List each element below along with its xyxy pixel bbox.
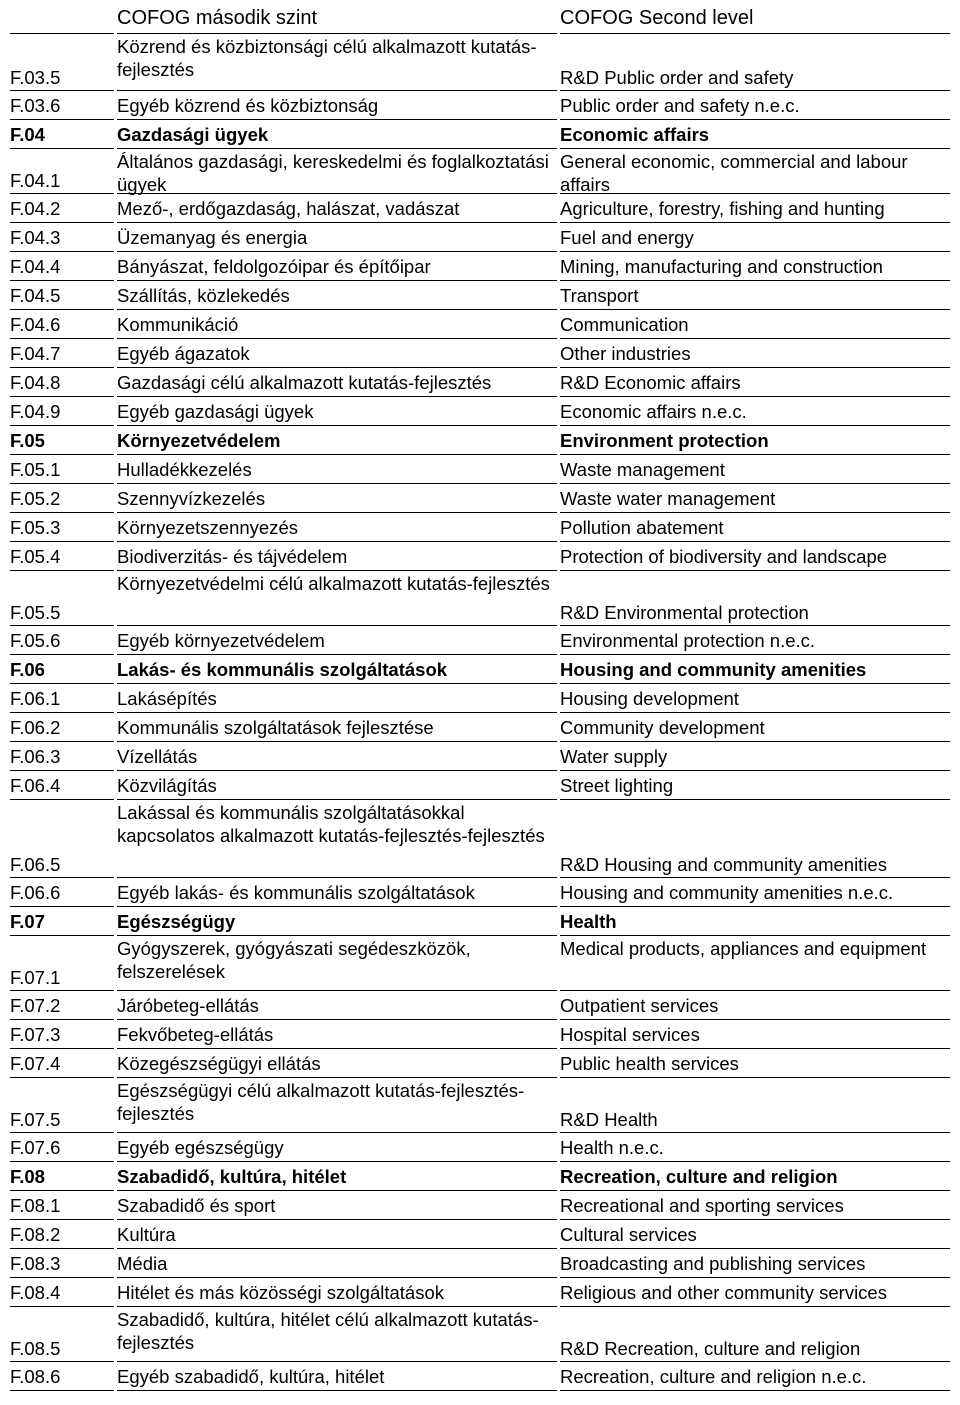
table-row bbox=[6, 878, 950, 907]
table-row bbox=[6, 339, 950, 368]
table-row bbox=[6, 1362, 950, 1391]
row-code: F.04 bbox=[10, 120, 114, 149]
header-english: COFOG Second level bbox=[560, 4, 950, 34]
row-hungarian-name: Lakásépítés bbox=[117, 684, 557, 713]
row-hungarian-name: Egyéb környezetvédelem bbox=[117, 626, 557, 655]
table-row bbox=[6, 571, 950, 626]
row-code: F.08.4 bbox=[10, 1278, 114, 1307]
table-row bbox=[6, 1078, 950, 1133]
row-english-name: Housing and community amenities bbox=[560, 655, 950, 684]
table-row bbox=[6, 455, 950, 484]
row-code: F.08.3 bbox=[10, 1249, 114, 1278]
row-code: F.08.5 bbox=[10, 1307, 114, 1362]
row-english-name: General economic, commercial and labour affairs bbox=[560, 149, 950, 194]
row-hungarian-name: Egyéb közrend és közbiztonság bbox=[117, 91, 557, 120]
row-code: F.05.5 bbox=[10, 571, 114, 626]
row-hungarian-name: Szállítás, közlekedés bbox=[117, 281, 557, 310]
row-code: F.07.4 bbox=[10, 1049, 114, 1078]
row-hungarian-name: Szennyvízkezelés bbox=[117, 484, 557, 513]
row-english-name: Outpatient services bbox=[560, 991, 950, 1020]
row-code: F.05.6 bbox=[10, 626, 114, 655]
row-english-name: Health n.e.c. bbox=[560, 1133, 950, 1162]
row-english-name: Cultural services bbox=[560, 1220, 950, 1249]
table-row bbox=[6, 397, 950, 426]
row-english-name: Communication bbox=[560, 310, 950, 339]
row-code: F.06.4 bbox=[10, 771, 114, 800]
row-code: F.06.3 bbox=[10, 742, 114, 771]
table-row bbox=[6, 1220, 950, 1249]
row-hungarian-name: Egészségügy bbox=[117, 907, 557, 936]
row-code: F.03.6 bbox=[10, 91, 114, 120]
row-hungarian-name: Bányászat, feldolgozóipar és építőipar bbox=[117, 252, 557, 281]
row-hungarian-name: Gyógyszerek, gyógyászati segédeszközök, felszerelések bbox=[117, 936, 557, 991]
row-english-name: R&D Housing and community amenities bbox=[560, 800, 950, 878]
table-row bbox=[6, 281, 950, 310]
table-row bbox=[6, 907, 950, 936]
table-row bbox=[6, 149, 950, 194]
row-english-name: Environment protection bbox=[560, 426, 950, 455]
row-hungarian-name: Egészségügyi célú alkalmazott kutatás-fejlesztés-fejlesztés bbox=[117, 1078, 557, 1133]
row-hungarian-name: Kommunális szolgáltatások fejlesztése bbox=[117, 713, 557, 742]
table-row bbox=[6, 368, 950, 397]
row-english-name: Community development bbox=[560, 713, 950, 742]
row-english-name: Street lighting bbox=[560, 771, 950, 800]
row-code: F.07.2 bbox=[10, 991, 114, 1020]
row-code: F.04.4 bbox=[10, 252, 114, 281]
table-row bbox=[6, 771, 950, 800]
row-code: F.06.1 bbox=[10, 684, 114, 713]
row-hungarian-name: Biodiverzitás- és tájvédelem bbox=[117, 542, 557, 571]
table-row bbox=[6, 1278, 950, 1307]
row-code: F.05.3 bbox=[10, 513, 114, 542]
row-hungarian-name: Környezetvédelmi célú alkalmazott kutatás-fejlesztés bbox=[117, 571, 557, 626]
row-english-name: Broadcasting and publishing services bbox=[560, 1249, 950, 1278]
table-row bbox=[6, 542, 950, 571]
table-row bbox=[6, 194, 950, 223]
row-code: F.07.5 bbox=[10, 1078, 114, 1133]
table-row bbox=[6, 34, 950, 91]
row-hungarian-name: Közrend és közbiztonsági célú alkalmazott kutatás-fejlesztés bbox=[117, 34, 557, 91]
row-english-name: Hospital services bbox=[560, 1020, 950, 1049]
row-english-name: R&D Public order and safety bbox=[560, 34, 950, 91]
row-english-name: R&D Economic affairs bbox=[560, 368, 950, 397]
row-hungarian-name: Szabadidő és sport bbox=[117, 1191, 557, 1220]
table-row bbox=[6, 223, 950, 252]
row-hungarian-name: Kommunikáció bbox=[117, 310, 557, 339]
row-code: F.05.4 bbox=[10, 542, 114, 571]
table-row bbox=[6, 310, 950, 339]
row-hungarian-name: Hulladékkezelés bbox=[117, 455, 557, 484]
table-row bbox=[6, 1020, 950, 1049]
row-english-name: Transport bbox=[560, 281, 950, 310]
row-english-name: Housing development bbox=[560, 684, 950, 713]
row-english-name: R&D Health bbox=[560, 1078, 950, 1133]
row-english-name: Protection of biodiversity and landscape bbox=[560, 542, 950, 571]
table-row bbox=[6, 484, 950, 513]
header-code bbox=[10, 4, 114, 34]
row-code: F.05.1 bbox=[10, 455, 114, 484]
row-hungarian-name: Fekvőbeteg-ellátás bbox=[117, 1020, 557, 1049]
row-hungarian-name: Üzemanyag és energia bbox=[117, 223, 557, 252]
row-hungarian-name: Környezetszennyezés bbox=[117, 513, 557, 542]
table-row bbox=[6, 426, 950, 455]
row-hungarian-name: Közegészségügyi ellátás bbox=[117, 1049, 557, 1078]
table-row bbox=[6, 513, 950, 542]
row-code: F.06.6 bbox=[10, 878, 114, 907]
table-row bbox=[6, 655, 950, 684]
table-row bbox=[6, 1249, 950, 1278]
row-english-name: Housing and community amenities n.e.c. bbox=[560, 878, 950, 907]
row-english-name: Waste water management bbox=[560, 484, 950, 513]
row-english-name: Economic affairs n.e.c. bbox=[560, 397, 950, 426]
row-hungarian-name: Gazdasági célú alkalmazott kutatás-fejlesztés bbox=[117, 368, 557, 397]
row-english-name: Fuel and energy bbox=[560, 223, 950, 252]
row-english-name: Environmental protection n.e.c. bbox=[560, 626, 950, 655]
row-english-name: Recreation, culture and religion n.e.c. bbox=[560, 1362, 950, 1391]
row-hungarian-name: Általános gazdasági, kereskedelmi és foglalkoztatási ügyek bbox=[117, 149, 557, 194]
table-row bbox=[6, 800, 950, 878]
row-code: F.04.6 bbox=[10, 310, 114, 339]
row-hungarian-name: Mező-, erdőgazdaság, halászat, vadászat bbox=[117, 194, 557, 223]
row-hungarian-name: Lakás- és kommunális szolgáltatások bbox=[117, 655, 557, 684]
row-english-name: Mining, manufacturing and construction bbox=[560, 252, 950, 281]
row-hungarian-name: Lakással és kommunális szolgáltatásokkal kapcsolatos alkalmazott kutatás-fejlesztés-fejlesztés bbox=[117, 800, 557, 878]
table-row bbox=[6, 1307, 950, 1362]
table-row bbox=[6, 1049, 950, 1078]
row-english-name: Medical products, appliances and equipment bbox=[560, 936, 950, 991]
table-row bbox=[6, 991, 950, 1020]
table-header-row bbox=[6, 4, 950, 34]
row-english-name: Religious and other community services bbox=[560, 1278, 950, 1307]
row-english-name: Other industries bbox=[560, 339, 950, 368]
row-code: F.07.6 bbox=[10, 1133, 114, 1162]
row-code: F.08.1 bbox=[10, 1191, 114, 1220]
row-hungarian-name: Környezetvédelem bbox=[117, 426, 557, 455]
row-hungarian-name: Egyéb ágazatok bbox=[117, 339, 557, 368]
row-hungarian-name: Vízellátás bbox=[117, 742, 557, 771]
table-row bbox=[6, 684, 950, 713]
row-hungarian-name: Kultúra bbox=[117, 1220, 557, 1249]
table-row bbox=[6, 1133, 950, 1162]
row-hungarian-name: Egyéb gazdasági ügyek bbox=[117, 397, 557, 426]
row-english-name: Health bbox=[560, 907, 950, 936]
row-english-name: Pollution abatement bbox=[560, 513, 950, 542]
table-row bbox=[6, 936, 950, 991]
row-english-name: Water supply bbox=[560, 742, 950, 771]
row-code: F.04.9 bbox=[10, 397, 114, 426]
table-row bbox=[6, 91, 950, 120]
row-code: F.07.1 bbox=[10, 936, 114, 991]
row-code: F.06.2 bbox=[10, 713, 114, 742]
row-code: F.08.2 bbox=[10, 1220, 114, 1249]
row-english-name: Public health services bbox=[560, 1049, 950, 1078]
row-hungarian-name: Egyéb egészségügy bbox=[117, 1133, 557, 1162]
row-code: F.08.6 bbox=[10, 1362, 114, 1391]
row-code: F.05 bbox=[10, 426, 114, 455]
table-row bbox=[6, 1191, 950, 1220]
row-hungarian-name: Egyéb szabadidő, kultúra, hitélet bbox=[117, 1362, 557, 1391]
row-english-name: Recreational and sporting services bbox=[560, 1191, 950, 1220]
row-hungarian-name: Egyéb lakás- és kommunális szolgáltatások bbox=[117, 878, 557, 907]
row-english-name: Agriculture, forestry, fishing and hunting bbox=[560, 194, 950, 223]
row-code: F.04.2 bbox=[10, 194, 114, 223]
table-row bbox=[6, 742, 950, 771]
row-english-name: Waste management bbox=[560, 455, 950, 484]
row-english-name: R&D Environmental protection bbox=[560, 571, 950, 626]
row-code: F.08 bbox=[10, 1162, 114, 1191]
row-english-name: Economic affairs bbox=[560, 120, 950, 149]
row-code: F.04.5 bbox=[10, 281, 114, 310]
row-code: F.06 bbox=[10, 655, 114, 684]
row-code: F.04.7 bbox=[10, 339, 114, 368]
row-hungarian-name: Szabadidő, kultúra, hitélet bbox=[117, 1162, 557, 1191]
row-english-name: Recreation, culture and religion bbox=[560, 1162, 950, 1191]
row-code: F.04.3 bbox=[10, 223, 114, 252]
table-row bbox=[6, 120, 950, 149]
table-row bbox=[6, 626, 950, 655]
row-hungarian-name: Hitélet és más közösségi szolgáltatások bbox=[117, 1278, 557, 1307]
row-code: F.07.3 bbox=[10, 1020, 114, 1049]
row-code: F.07 bbox=[10, 907, 114, 936]
row-hungarian-name: Szabadidő, kultúra, hitélet célú alkalmazott kutatás-fejlesztés bbox=[117, 1307, 557, 1362]
table-row bbox=[6, 713, 950, 742]
header-hungarian: COFOG második szint bbox=[117, 4, 557, 34]
row-english-name: Public order and safety n.e.c. bbox=[560, 91, 950, 120]
row-code: F.04.8 bbox=[10, 368, 114, 397]
row-hungarian-name: Közvilágítás bbox=[117, 771, 557, 800]
row-code: F.06.5 bbox=[10, 800, 114, 878]
row-english-name: R&D Recreation, culture and religion bbox=[560, 1307, 950, 1362]
row-code: F.05.2 bbox=[10, 484, 114, 513]
table-row bbox=[6, 1162, 950, 1191]
row-hungarian-name: Járóbeteg-ellátás bbox=[117, 991, 557, 1020]
row-hungarian-name: Gazdasági ügyek bbox=[117, 120, 557, 149]
row-code: F.04.1 bbox=[10, 149, 114, 194]
row-code: F.03.5 bbox=[10, 34, 114, 91]
row-hungarian-name: Média bbox=[117, 1249, 557, 1278]
table-row bbox=[6, 252, 950, 281]
